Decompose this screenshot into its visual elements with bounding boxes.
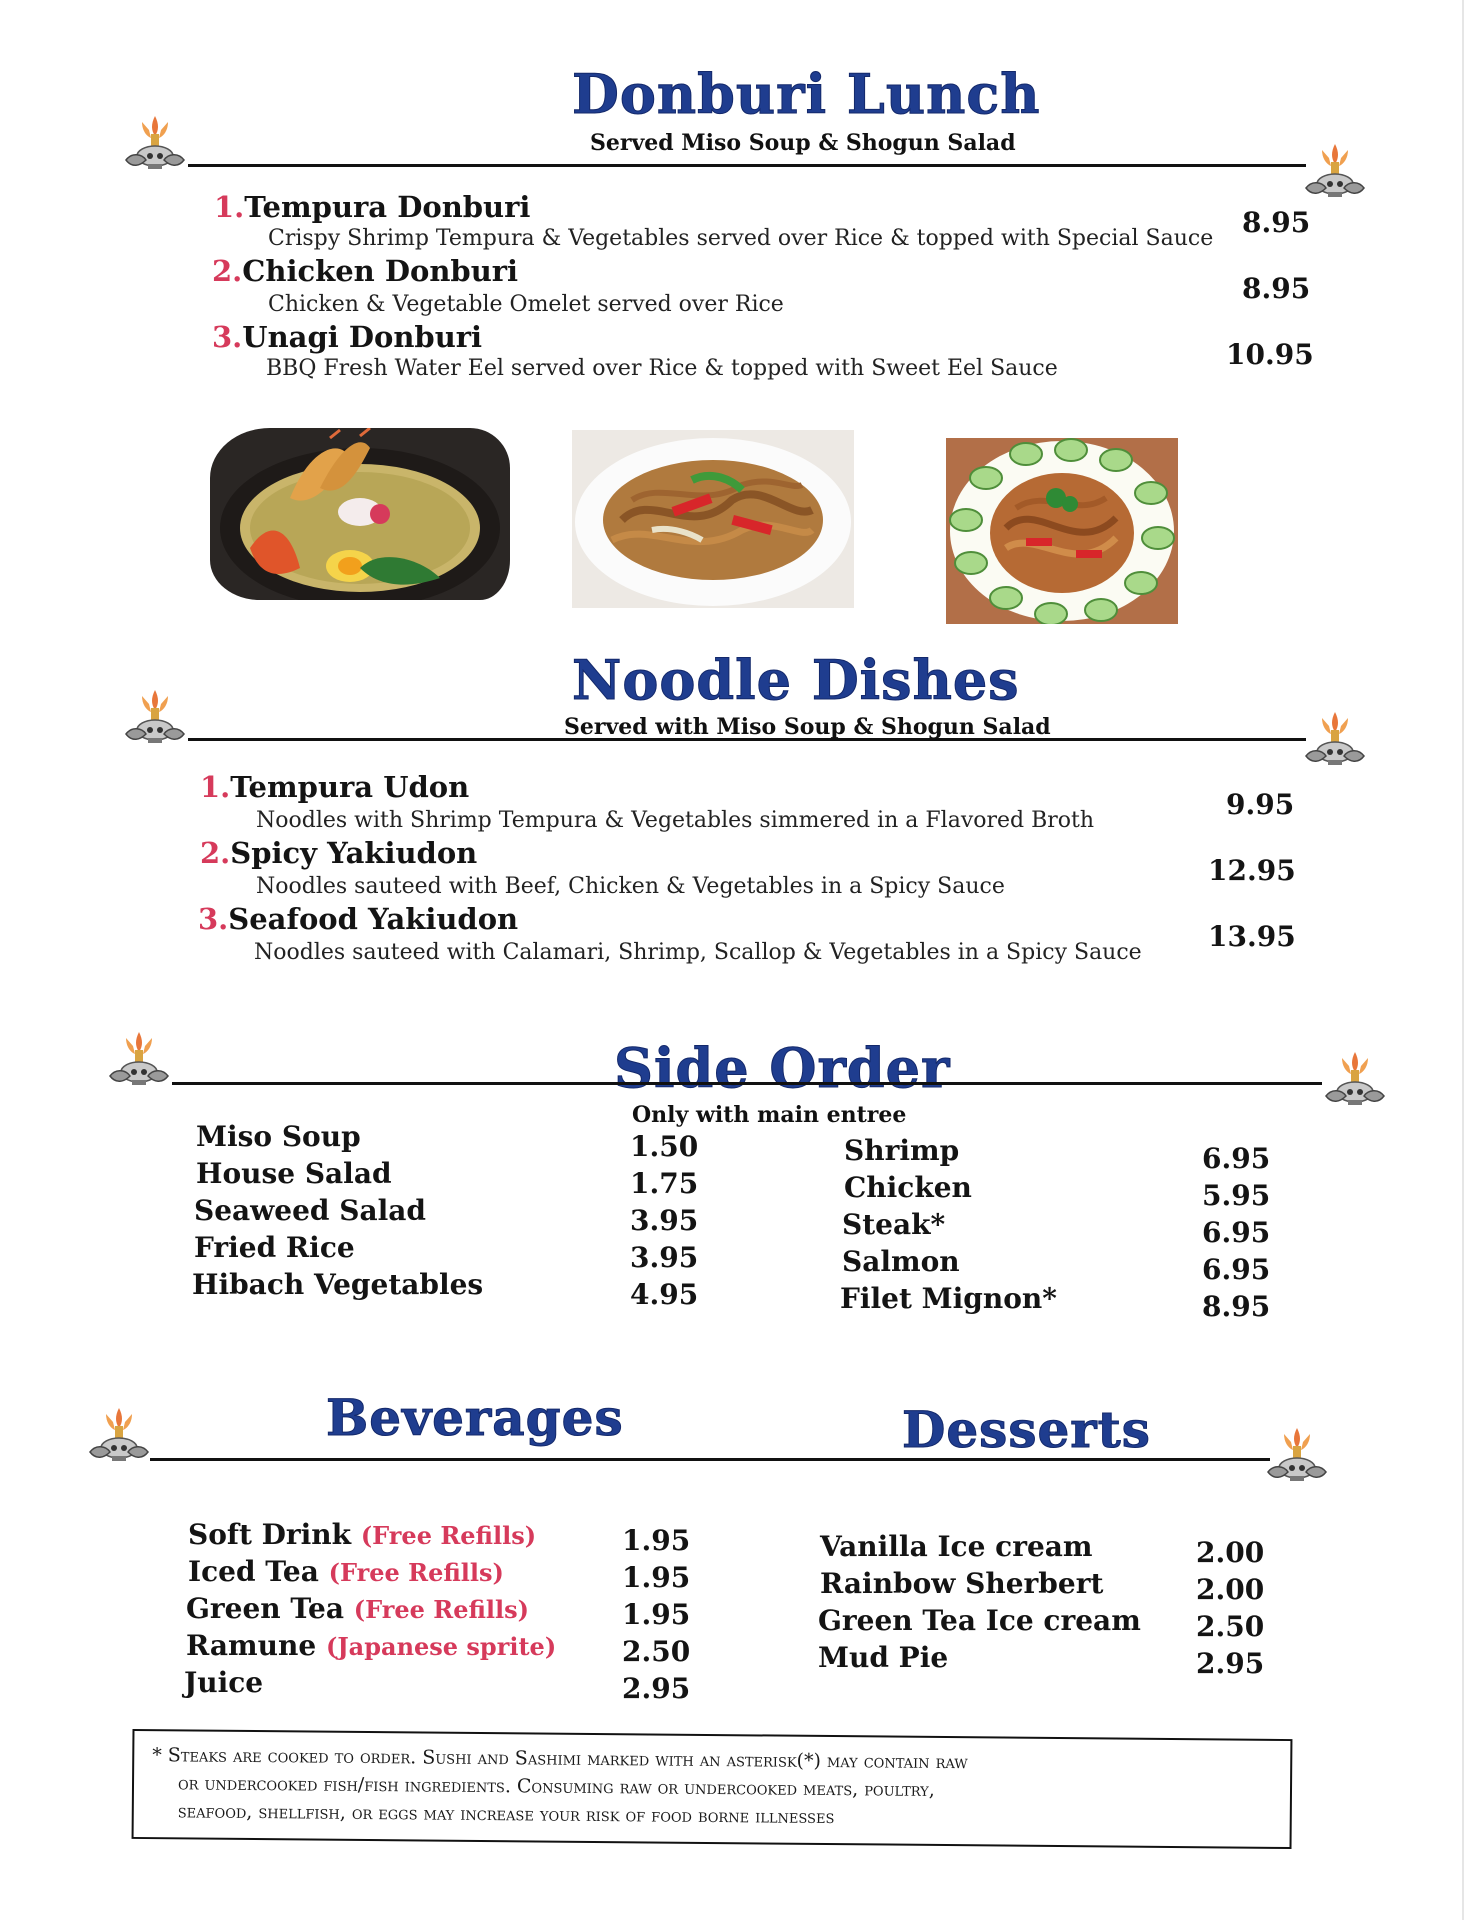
beverages-title: Beverages — [326, 1388, 624, 1447]
menu-item-price: 12.95 — [1208, 854, 1296, 887]
menu-item-price: 8.95 — [1242, 272, 1311, 305]
beverage-price: 2.50 — [622, 1635, 691, 1668]
side-item-price: 4.95 — [630, 1278, 699, 1311]
noodles-title: Noodle Dishes — [572, 648, 1020, 712]
side-item-name: Miso Soup — [196, 1120, 361, 1153]
donburi-title: Donburi Lunch — [572, 62, 1041, 126]
section-divider — [188, 164, 1306, 167]
samurai-helmet-icon — [1300, 140, 1370, 214]
section-divider — [188, 738, 1306, 741]
samurai-helmet-icon — [1320, 1048, 1390, 1122]
side-item-price: 3.95 — [630, 1204, 699, 1237]
side-item-price: 3.95 — [630, 1241, 699, 1274]
donburi-subtitle: Served Miso Soup & Shogun Salad — [590, 130, 1016, 156]
samurai-helmet-icon — [84, 1404, 154, 1478]
menu-item-title: 2.Chicken Donburi — [212, 254, 519, 288]
side-item-name: Seaweed Salad — [194, 1194, 426, 1227]
beverage-price: 2.95 — [622, 1672, 691, 1705]
menu-item-price: 10.95 — [1226, 338, 1314, 371]
side-item-name: Fried Rice — [194, 1231, 355, 1264]
disclaimer-line: or undercooked fish/fish ingredients. Consuming raw or undercooked meats, poultry, — [177, 1772, 935, 1801]
menu-item-title: 1.Tempura Donburi — [214, 190, 531, 224]
tempura-noodle-bowl-photo — [210, 428, 510, 600]
beverage-item: Ramune (Japanese sprite) — [186, 1629, 557, 1662]
noodles-subtitle: Served with Miso Soup & Shogun Salad — [564, 714, 1051, 740]
side-item-price: 6.95 — [1202, 1253, 1271, 1286]
side-item-name: Chicken — [844, 1171, 972, 1204]
side-item-name: Steak* — [842, 1208, 946, 1241]
menu-item-price: 9.95 — [1226, 788, 1295, 821]
menu-item-description: Crispy Shrimp Tempura & Vegetables served over Rice & topped with Special Sauce — [268, 226, 1214, 251]
menu-item-title: 3.Seafood Yakiudon — [198, 902, 519, 936]
dessert-item: Green Tea Ice cream — [818, 1604, 1141, 1637]
menu-item-price: 8.95 — [1242, 206, 1311, 239]
menu-item-price: 13.95 — [1208, 920, 1296, 953]
disclaimer-box — [132, 1729, 1293, 1849]
dessert-item: Vanilla Ice cream — [820, 1530, 1093, 1563]
dessert-price: 2.95 — [1196, 1647, 1265, 1680]
side-item-price: 1.75 — [630, 1167, 699, 1200]
dessert-price: 2.00 — [1196, 1536, 1265, 1569]
menu-item-description: Noodles sauteed with Beef, Chicken & Vegetables in a Spicy Sauce — [256, 874, 1005, 899]
side-item-name: Salmon — [842, 1245, 960, 1278]
side-item-price: 1.50 — [630, 1130, 699, 1163]
samurai-helmet-icon — [104, 1028, 174, 1102]
disclaimer-line: seafood, shellfish, or eggs may increase your risk of food borne illnesses — [177, 1800, 835, 1829]
menu-item-description: Noodles with Shrimp Tempura & Vegetables simmered in a Flavored Broth — [256, 808, 1095, 833]
dessert-price: 2.00 — [1196, 1573, 1265, 1606]
side-item-price: 6.95 — [1202, 1142, 1271, 1175]
side-item-name: Shrimp — [844, 1134, 960, 1167]
dessert-item: Mud Pie — [818, 1641, 949, 1674]
beverage-price: 1.95 — [622, 1524, 691, 1557]
scan-edge — [1462, 0, 1464, 1920]
menu-item-description: BBQ Fresh Water Eel served over Rice & topped with Sweet Eel Sauce — [266, 356, 1058, 381]
beverage-item: Soft Drink (Free Refills) — [188, 1518, 537, 1551]
samurai-helmet-icon — [120, 112, 190, 186]
disclaimer-line: * Steaks are cooked to order. Sushi and Sashimi marked with an asterisk(*) may contain raw — [152, 1744, 968, 1774]
menu-item-description: Chicken & Vegetable Omelet served over Rice — [268, 292, 784, 317]
beverage-item: Iced Tea (Free Refills) — [188, 1555, 504, 1588]
menu-item-title: 1.Tempura Udon — [200, 770, 470, 804]
dessert-item: Rainbow Sherbert — [820, 1567, 1104, 1600]
beverage-item: Juice — [184, 1666, 264, 1699]
samurai-helmet-icon — [120, 686, 190, 760]
yakiudon-plate-photo — [572, 430, 854, 608]
side-item-price: 5.95 — [1202, 1179, 1271, 1212]
side-item-name: Filet Mignon* — [840, 1282, 1057, 1315]
side-order-note: Only with main entree — [632, 1102, 907, 1128]
side-item-price: 8.95 — [1202, 1290, 1271, 1323]
dessert-price: 2.50 — [1196, 1610, 1265, 1643]
samurai-helmet-icon — [1262, 1424, 1332, 1498]
side-item-name: House Salad — [196, 1157, 392, 1190]
menu-item-description: Noodles sauteed with Calamari, Shrimp, Scallop & Vegetables in a Spicy Sauce — [254, 940, 1142, 965]
section-divider — [150, 1458, 1270, 1461]
section-divider — [172, 1082, 1322, 1085]
beverage-price: 1.95 — [622, 1561, 691, 1594]
seafood-noodle-plate-photo — [946, 438, 1178, 624]
beverage-item: Green Tea (Free Refills) — [186, 1592, 530, 1625]
side-item-name: Hibach Vegetables — [192, 1268, 484, 1301]
menu-item-title: 2.Spicy Yakiudon — [200, 836, 478, 870]
beverage-price: 1.95 — [622, 1598, 691, 1631]
menu-item-title: 3.Unagi Donburi — [212, 320, 483, 354]
side-order-title: Side Order — [614, 1036, 951, 1100]
samurai-helmet-icon — [1300, 708, 1370, 782]
desserts-title: Desserts — [902, 1400, 1151, 1459]
side-item-price: 6.95 — [1202, 1216, 1271, 1249]
